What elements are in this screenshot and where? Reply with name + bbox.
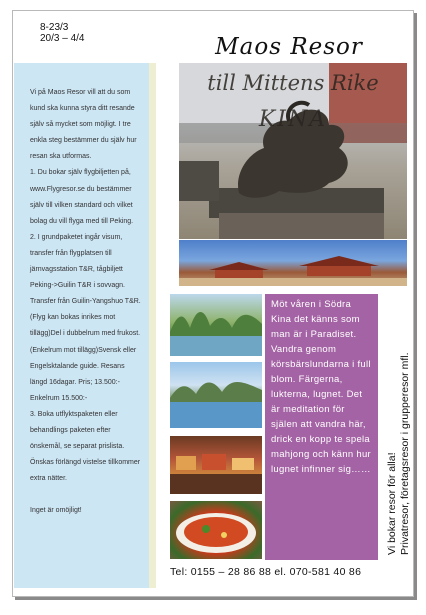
food-stall-illustration	[170, 436, 262, 494]
sidebar-step-1: 1. Du bokar själv flygbiljetten på, www.Flygresor.se du bestämmer själv till vilken standard och vilket bolag du vill flyga med till Peking.	[30, 169, 134, 225]
karst-hills-illustration	[170, 294, 262, 356]
photo-overlay-line1: till Mittens Rike	[207, 71, 379, 95]
sidebar-spacer	[30, 487, 141, 503]
sidebar-step-2: 2. I grundpaketet ingår visum, transfer från flygplatsen till järnvagsstation T&R, tågbiljett Peking->Guilin T&R i sovvagn. Transfer från Guilin-Yangshuo T&R. (Flyg kan bokas inrikes mot tillägg)Del i dubbelrum med frukost.(Enkelrum mot tillägg)Svensk eller Engelsktalande guide. Resans längd 16dagar. Pris; 13.500:- Enkelrum 15.500:-	[30, 233, 141, 402]
travel-dates	[40, 22, 84, 44]
brochure-title: Maos Resor	[215, 34, 363, 60]
sidebar-closing: Inget är omöjligt!	[30, 507, 82, 515]
date-range-1: 8-23/3	[40, 22, 69, 33]
chinese-dish-photo	[170, 501, 262, 559]
sidebar-intro: Vi på Maos Resor vill att du som kund ska kunna styra ditt resande själv så mycket som möjligt. I tre enkla steg bestämmer du själv hur resan ska utformas.	[30, 89, 137, 161]
reflection-illustration	[170, 362, 262, 428]
info-sidebar	[14, 63, 156, 588]
lake-mountains-photo	[170, 362, 262, 428]
street-food-photo	[170, 436, 262, 494]
spring-promo-text: Möt våren i Södra Kina det känns som man är i Paradiset. Vandra genom körsbärslundarna i full blom. Färgerna, lukterna, lugnet. Det är meditation för själen att vandra här, drick en kopp te spela mahjong och känn hur lugnet infinner sig……	[271, 299, 372, 475]
sidebar-step-3: 3. Boka utflyktspaketen eller behandlings paketen efter önskemål, se separat prislista. Önskas förlängd vistelse tillkommer extra nätter.	[30, 410, 141, 483]
river-landscape-photo	[170, 294, 262, 356]
photo-overlay-line2: KINA	[258, 107, 328, 132]
dish-illustration	[170, 501, 262, 559]
palace-panorama-photo	[179, 240, 407, 286]
vertical-tagline	[386, 353, 412, 556]
dragon-statue-photo	[179, 63, 407, 239]
palace-illustration	[179, 240, 407, 286]
tagline-line2: Privatresor, företagsresor i grupperesor mfl.	[399, 352, 411, 555]
tagline-line1: Vi bokar resor för alla!	[386, 452, 398, 555]
date-range-2: 20/3 – 4/4	[40, 33, 85, 44]
spring-promo-box	[265, 294, 378, 560]
telephone-line: Tel: 0155 – 28 86 88 el. 070-581 40 86	[170, 566, 362, 578]
